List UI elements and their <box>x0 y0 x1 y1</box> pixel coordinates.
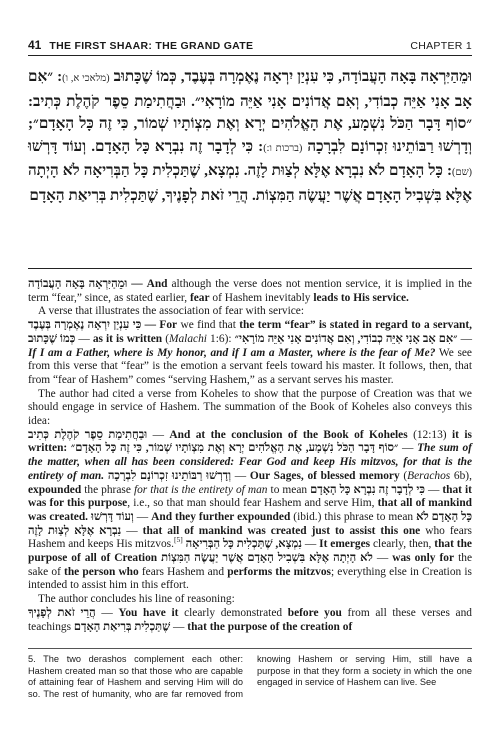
footnote <box>28 654 472 700</box>
hebrew-lemma: כִּי עִנְיַן יִרְאָה נֶאֶמְרָה בְּעֶבֶד <box>28 319 142 332</box>
text-span: ( <box>399 469 408 482</box>
page-header <box>28 38 472 56</box>
text-span: leads to His service. <box>313 291 409 304</box>
text-span: — <box>457 332 472 345</box>
hebrew-lemma: כִּי לְדָבָר זֶה נִבְרָא כָּל הָאָדָם <box>310 483 425 496</box>
page-number: 41 <box>28 38 42 52</box>
text-span: — <box>372 552 393 565</box>
hebrew-lemma: וּמֵהַיִּרְאָה בָּאָה הָעֲבוֹדָה <box>28 278 128 290</box>
text-span: — <box>231 469 250 482</box>
text-span: we find that <box>177 319 240 332</box>
chapter-label: CHAPTER 1 <box>410 40 472 52</box>
text-span: clearly demonstrated <box>178 606 288 619</box>
hebrew-lemma: ״אִם אָב אָנִי אַיֵּה כְבוֹדִי, וְאִם אֲדוֹנִים אָנִי אַיֵּה מוֹרָאִי״ <box>234 332 458 345</box>
text-span: , i.e., so that man should fear Hashem and serve Him, <box>127 497 378 510</box>
text-span: — <box>302 538 320 551</box>
text-span: (ibid.) this phrase to mean <box>290 510 417 523</box>
text-span: who fears Hashem and keeps His mitzvos. <box>28 524 472 551</box>
text-span: as it is written <box>92 332 163 345</box>
commentary-paragraph <box>28 278 472 305</box>
hebrew-source-text <box>28 66 472 208</box>
text-span: — <box>147 428 170 441</box>
text-span: expounded <box>28 483 82 496</box>
text-span: fears Hashem and <box>138 565 228 578</box>
hebrew-segment: : כִּי לְדָבָר זֶה נִבְרָא כָּל הָאָדָם. וְעוֹד דָּרְשׁוּ <box>28 137 264 155</box>
text-span: — <box>424 483 443 496</box>
text-span: Berachos <box>407 469 451 482</box>
hebrew-lemma: וְעוֹד דָּרְשׁוּ <box>91 510 134 523</box>
text-span: Malachi <box>169 332 207 345</box>
hebrew-reference: (ברכות ו:) <box>263 142 303 154</box>
text-span: the phrase <box>81 483 134 496</box>
text-span: 6b), <box>450 469 472 482</box>
text-span: (12:13) <box>407 428 453 441</box>
text-span: was only for <box>392 552 455 565</box>
hebrew-segment: : ״אִם אָב אָנִי אַיֵּה כְבוֹדִי, וְאִם אֲדוֹנִים אָנִי אַיֵּה מוֹרָאִי״. וּבַחֲתִימַת סֵפֶר קֹהֶלֶת כְּתִיב: ״סוֹף דָּבָר הַכֹּל נִשְׁמָע, אֶת הָאֱלֹהִים יְרָא וְאֶת מִצְוֹתָיו שְׁמוֹר, כִּי זֶה כָּל הָאָדָם״; וְדָרְשׁוּ רַבּוֹתֵינוּ זִכְרוֹנָם לִבְרָכָה <box>28 68 473 155</box>
footnote-text: 5. The two derashos complement each other: Hashem created man so that those who are capable of attaining fear of Hashem and serving Him will do so. The rest of humanity, who are far removed from knowing Hashem or serving Him, still have a purpose in that they form a society in which the one engaged in service of Hashem can live. See <box>28 654 472 699</box>
text-span: the sake of <box>28 552 473 578</box>
hebrew-lemma: לֹא הָיְתָה אֶלָּא בִּשְׁבִיל הָאָדָם אֲשֶׁר יַעֲשֶׂה הַמִּצְוֹת <box>161 552 373 565</box>
english-commentary <box>28 278 472 634</box>
commentary-paragraph <box>28 607 472 634</box>
text-span: that the purpose of the creation of <box>187 620 353 633</box>
hebrew-lemma: כָּל הָאָדָם לֹא נִבְרָא אֶלָּא לְצַוּת לָזֶה <box>28 510 473 537</box>
commentary-paragraph: A verse that illustrates the association of fear with service: <box>38 305 305 318</box>
running-title: THE FIRST SHAAR: THE GRAND GATE <box>49 40 254 52</box>
commentary-paragraph: The author had cited a verse from Koheles to show that the purpose of Creation was that we should engage in service of Hashem. The summation of the Book of Koheles also conveys this idea: <box>28 387 472 428</box>
text-span: The sum of the matter, when all has been considered: Fear God and keep His mitzvos, for that is the entirety of man. <box>28 442 472 482</box>
hebrew-reference: (שם) <box>452 167 472 179</box>
hebrew-lemma: נִמְצָא, שֶׁתַּכְלִית כָּל הַבְּרִיאָה <box>185 538 303 551</box>
hebrew-lemma: וּבַחֲתִימַת סֵפֶר קֹהֶלֶת כְּתִיב <box>28 428 148 441</box>
text-span: the person who <box>64 565 139 578</box>
text-span: We see from this verse that “fear” is the emotion a servant feels toward his master. It follows, then, that from “fear of Hashem” comes “serving Hashem,” as a servant serves his master. <box>28 346 472 386</box>
hebrew-lemma: כְּמוֹ שֶׁכָּתוּב <box>28 332 76 345</box>
commentary-paragraph <box>28 429 472 593</box>
text-span: If I am a Father, where is My honor, and if I am a Master, where is the fear of Me? <box>28 346 436 359</box>
text-span: — <box>95 606 119 619</box>
text-span: fear <box>189 291 210 304</box>
footnote-marker[interactable]: [5] <box>173 535 183 545</box>
text-span: ; everything else in Creation is intended to assist him in this effort. <box>28 565 472 592</box>
text-span: Our Sages, of blessed memory <box>249 469 400 482</box>
text-span: the term “fear” is stated in regard to a servant, <box>239 319 472 332</box>
text-span: It emerges <box>319 538 371 551</box>
text-span: — For <box>141 319 178 332</box>
text-span: — <box>398 442 418 455</box>
text-span: it is written: <box>28 428 472 455</box>
hebrew-reference: (מלאכי א, ו) <box>62 73 110 84</box>
text-span: performs the mitzvos <box>227 565 331 578</box>
text-span: — <box>121 524 143 537</box>
text-span: — <box>133 510 152 523</box>
text-span: that all of mankind was created just to assist this one <box>142 524 421 537</box>
text-span: clearly, then, <box>370 538 435 551</box>
text-span: — <box>170 620 188 633</box>
text-span: — <box>75 332 93 345</box>
commentary-paragraph: The author concludes his line of reasoning: <box>38 593 235 606</box>
hebrew-segment: : כָּל הָאָדָם לֹא נִבְרָא אֶלָּא לְצַוּת לָזֶה. נִמְצָא, שֶׁתַּכְלִית כָּל הַבְּרִיאָה לֹא הָיְתָה אֶלָּא בִּשְׁבִיל הָאָדָם אֲשֶׁר יַעֲשֶׂה הַמִּצְוֹת. הֲרֵי זֹאת לְפָנֶיךָ, שֶׁתַּכְלִית בְּרִיאַת הָאָדָם <box>28 162 472 204</box>
text-span: for that is the entirety of man <box>133 483 268 496</box>
hebrew-lemma: וְדָרְשׁוּ רַבּוֹתֵינוּ זִכְרוֹנָם לִבְרָכָה <box>107 469 232 482</box>
text-span: ( <box>162 332 169 345</box>
text-span: 1:6): <box>206 332 232 345</box>
text-span: from all these verses and teachings <box>28 606 472 633</box>
text-span: And at the conclusion of the Book of Koheles <box>169 428 408 441</box>
footnote-rule <box>28 648 472 649</box>
text-span: before you <box>287 606 342 619</box>
text-span: to mean <box>267 483 311 496</box>
text-span: And they further expounded <box>151 510 291 523</box>
section-divider <box>28 268 472 269</box>
text-span: that the purpose of all of Creation <box>28 538 472 565</box>
hebrew-segment: וּמֵהַיִּרְאָה בָּאָה הָעֲבוֹדָה, כִּי עִנְיַן יִרְאָה נֶאֶמְרָה בְּעֶבֶד, כְּמוֹ שֶׁכָּתוּב <box>113 68 473 85</box>
text-span: — And <box>127 278 168 290</box>
text-span: that all of mankind was created. <box>28 497 472 523</box>
text-span: that it was for this purpose <box>28 483 472 510</box>
text-span: although the verse does not mention service, it is implied in the term “fear,” since, as stated earlier, <box>28 278 472 304</box>
hebrew-lemma: שֶׁתַּכְלִית בְּרִיאַת הָאָדָם <box>73 620 171 633</box>
text-span: You have it <box>118 606 179 619</box>
hebrew-lemma: ״סוֹף דָּבָר הַכֹּל נִשְׁמָע, אֶת הָאֱלֹהִים יְרָא וְאֶת מִצְוֹתָיו שְׁמוֹר, כִּי זֶה כָּל הָאָדָם״ <box>70 442 399 455</box>
hebrew-lemma: הֲרֵי זֹאת לְפָנֶיךָ <box>28 606 96 619</box>
commentary-paragraph <box>28 319 472 388</box>
text-span: of Hashem inevitably <box>209 291 314 304</box>
